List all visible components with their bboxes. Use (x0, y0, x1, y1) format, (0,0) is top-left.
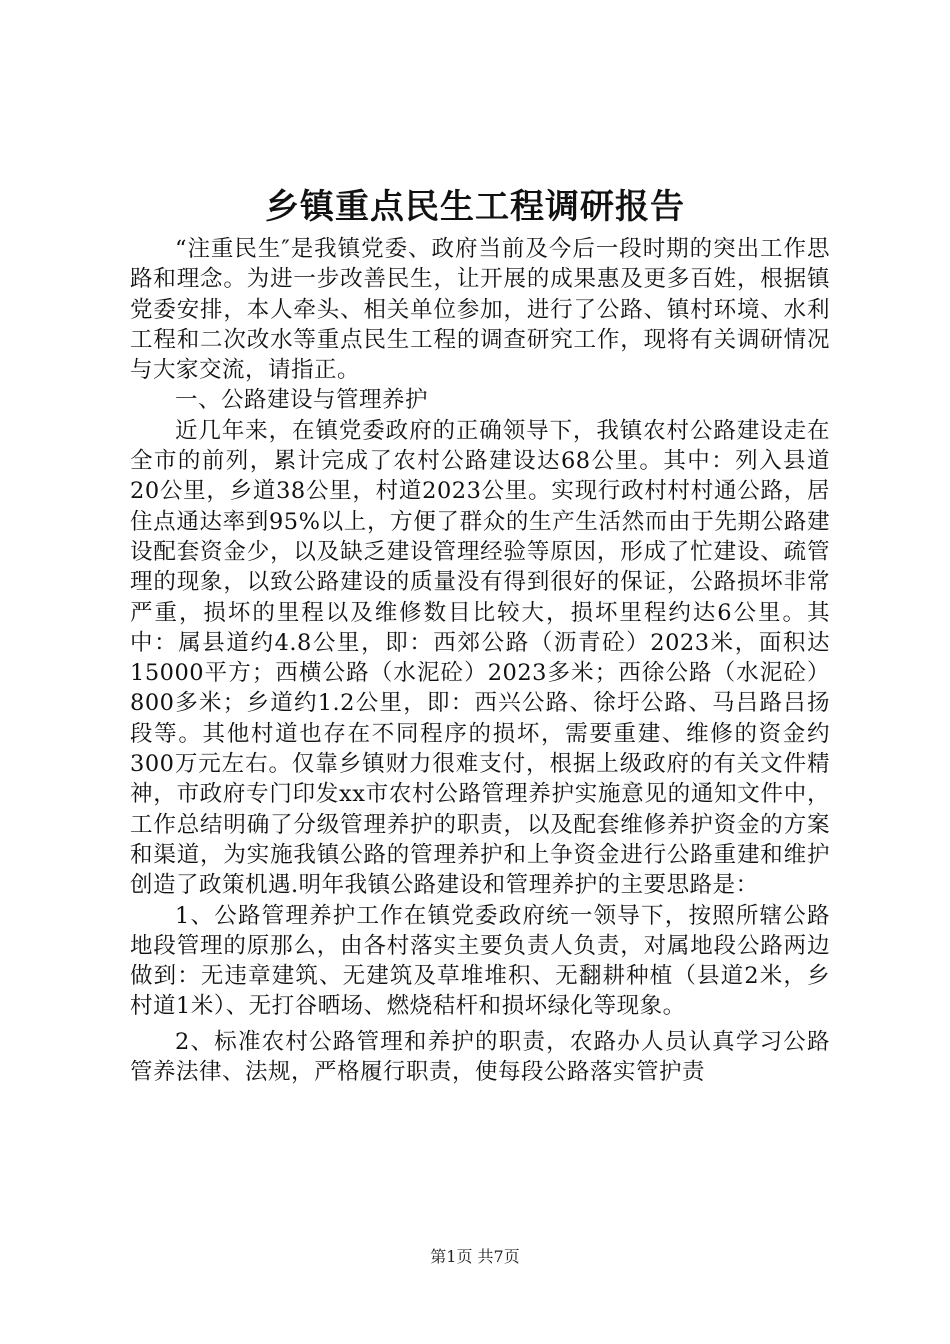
item-paragraph-2: 2、标准农村公路管理和养护的职责，农路办人员认真学习公路管养法律、法规，严格履行职责，使每段公路落实管护责 (130, 1028, 830, 1086)
document-body (130, 234, 830, 1087)
page-footer: 第1页 共7页 (430, 1247, 520, 1266)
section-heading-road: 一、公路建设与管理养护 (175, 387, 429, 414)
document-title: 乡镇重点民生工程调研报告 (265, 187, 685, 227)
intro-paragraph: “注重民生″是我镇党委、政府当前及今后一段时期的突出工作思路和理念。为进一步改善民生，让开展的成果惠及更多百姓，根据镇党委安排，本人牵头、相关单位参加，进行了公路、镇村环境、水利工程和二次改水等重点民生工程的调查研究工作，现将有关调研情况与大家交流，请指正。 (130, 236, 830, 384)
item-paragraph-1: 1、公路管理养护工作在镇党委政府统一领导下，按照所辖公路地段管理的原那么，由各村落实主要负责人负责，对属地段公路两边做到：无违章建筑、无建筑及草堆堆积、无翻耕种植（县道2米，乡村道1米）、无打谷晒场、燃烧秸杆和损坏绿化等现象。 (130, 902, 830, 1020)
road-paragraph: 近几年来，在镇党委政府的正确领导下，我镇农村公路建设走在全市的前列，累计完成了农村公路建设达68公里。其中：列入县道20公里，乡道38公里，村道2023公里。实现行政村村村通公路，居住点通达率到95%以上，方便了群众的生产生活然而由于先期公路建设配套资金少，以及缺乏建设管理经验等原因，形成了忙建设、疏管理的现象，以致公路建设的质量没有得到很好的保证，公路损坏非常严重，损坏的里程以及维修数目比较大，损坏里程约达6公里。其中：属县道约4.8公里，即：西郊公路（沥青砼）2023米，面积达15000平方；西横公路（水泥砼）2023多米；西徐公路（水泥砼）800多米；乡道约1.2公里，即：西兴公路、徐圩公路、马吕路吕扬段等。其他村道也存在不同程序的损坏，需要重建、维修的资金约300万元左右。仅靠乡镇财力很难支付，根据上级政府的有关文件精神，市政府专门印发xx市农村公路管理养护实施意见的通知文件中，工作总结明确了分级管理养护的职责，以及配套维修养护资金的方案和渠道，为实施我镇公路的管理养护和上争资金进行公路重建和维护创造了政策机遇.明年我镇公路建设和管理养护的主要思路是： (130, 417, 830, 899)
